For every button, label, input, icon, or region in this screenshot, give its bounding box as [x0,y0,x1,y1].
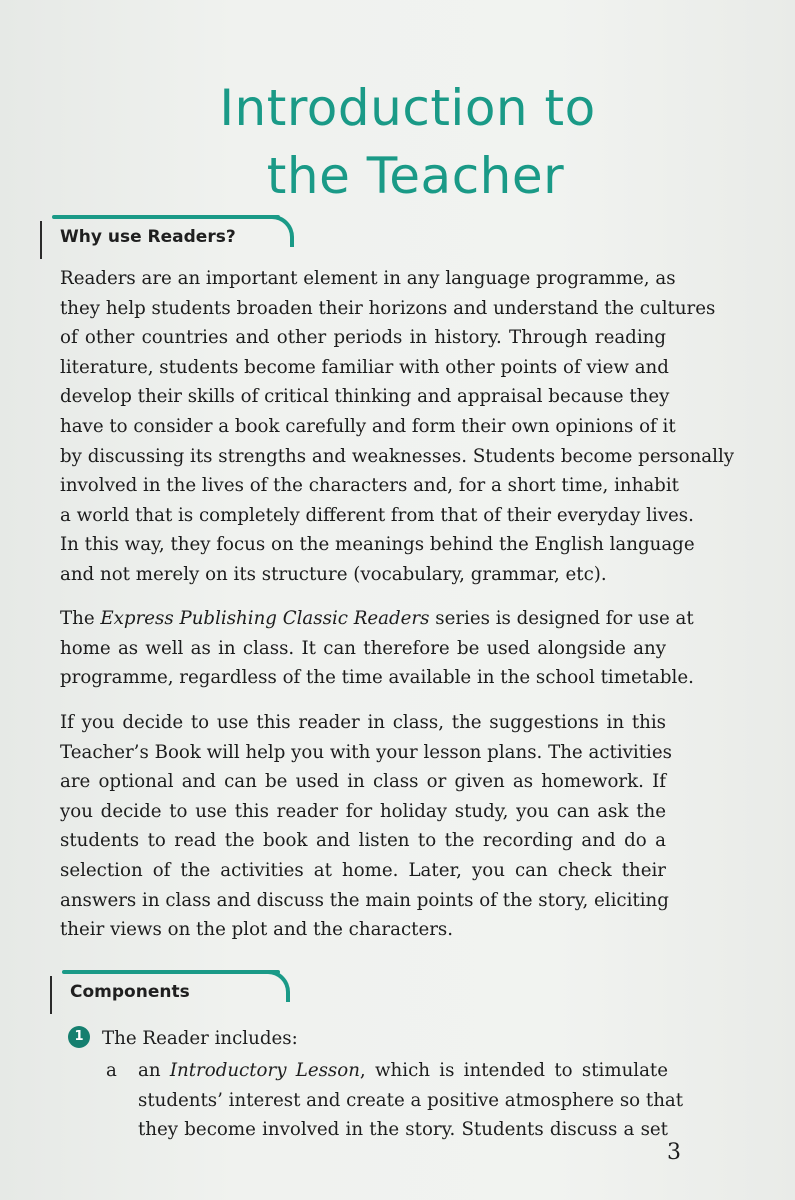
lesson-term: Introductory Lesson [169,1060,360,1081]
text-line: literature, students become familiar with other points of view and [60,356,669,378]
paragraph-class-use [60,708,672,945]
text-rest: , which is intended to stimulate [359,1060,669,1081]
series-name: Express Publishing Classic Readers [100,608,430,629]
text-line: they help students broaden their horizons and understand the cultures [60,297,716,319]
text-line: by discussing its strengths and weaknesses. Students become personally [60,445,735,467]
subitem-letter: a [106,1060,117,1081]
heading-rule [52,215,280,219]
heading-side-line [40,221,42,259]
heading-rule-curve [268,970,290,1002]
text-line: If you decide to use this reader in class, the suggestions in this [60,712,666,733]
page-title-line-1: Introduction to [219,79,596,137]
heading-rule-curve [272,215,294,247]
text-intro: an [138,1060,170,1081]
text-line [60,604,694,634]
text-line: they become involved in the story. Students discuss a set [138,1119,668,1141]
number-badge-icon: 1 [68,1026,90,1048]
section-heading-label: Components [70,982,190,1002]
page-title-line-2: the Teacher [266,147,565,205]
text-line: a world that is completely different from that of their everyday lives. [60,504,694,526]
text-line: Readers are an important element in any language programme, as [60,268,676,289]
text-prefix: The [60,608,101,629]
text-line: develop their skills of critical thinking and appraisal because they [60,386,670,408]
text-line [138,1044,668,1086]
text-line: selection of the activities at home. Later, you can check their [60,859,666,881]
paragraph-why-readers [60,264,735,590]
text-line: In this way, they focus on the meanings behind the English language [60,534,695,556]
text-line: answers in class and discuss the main points of the story, eliciting [60,889,669,911]
text-line: have to consider a book carefully and form their own opinions of it [60,415,676,437]
item-text-suffix: includes: [208,1028,298,1049]
page-number: 3 [667,1140,681,1165]
text-line: involved in the lives of the characters and, for a short time, inhabit [60,475,679,497]
item-text-bold: Reader [142,1028,209,1049]
text-line: students to read the book and listen to the recording and do a [60,830,666,852]
text-line: students’ interest and create a positive atmosphere so that [138,1089,684,1111]
section-heading-label: Why use Readers? [60,227,236,247]
item-text-prefix: The [102,1028,143,1049]
paragraph-series-info [60,604,694,693]
text-line: their views on the plot and the characters. [60,919,454,941]
subitem-text [138,1044,684,1145]
text-line: you decide to use this reader for holiday study, you can ask the [60,800,666,822]
section-heading-why-use-readers [40,215,300,257]
heading-side-line [50,976,52,1014]
text-line: of other countries and other periods in history. Through reading [60,327,666,349]
heading-rule [62,970,280,974]
text-rest: series is designed for use at [429,608,694,629]
text-line: Teacher’s Book will help you with your lesson plans. The activities [60,741,672,763]
text-line: home as well as in class. It can therefore be used alongside any [60,637,666,659]
section-heading-components [50,970,300,1012]
text-line: are optional and can be used in class or given as homework. If [60,771,666,793]
text-line: and not merely on its structure (vocabulary, grammar, etc). [60,563,607,585]
text-line: programme, regardless of the time available in the school timetable. [60,667,694,689]
